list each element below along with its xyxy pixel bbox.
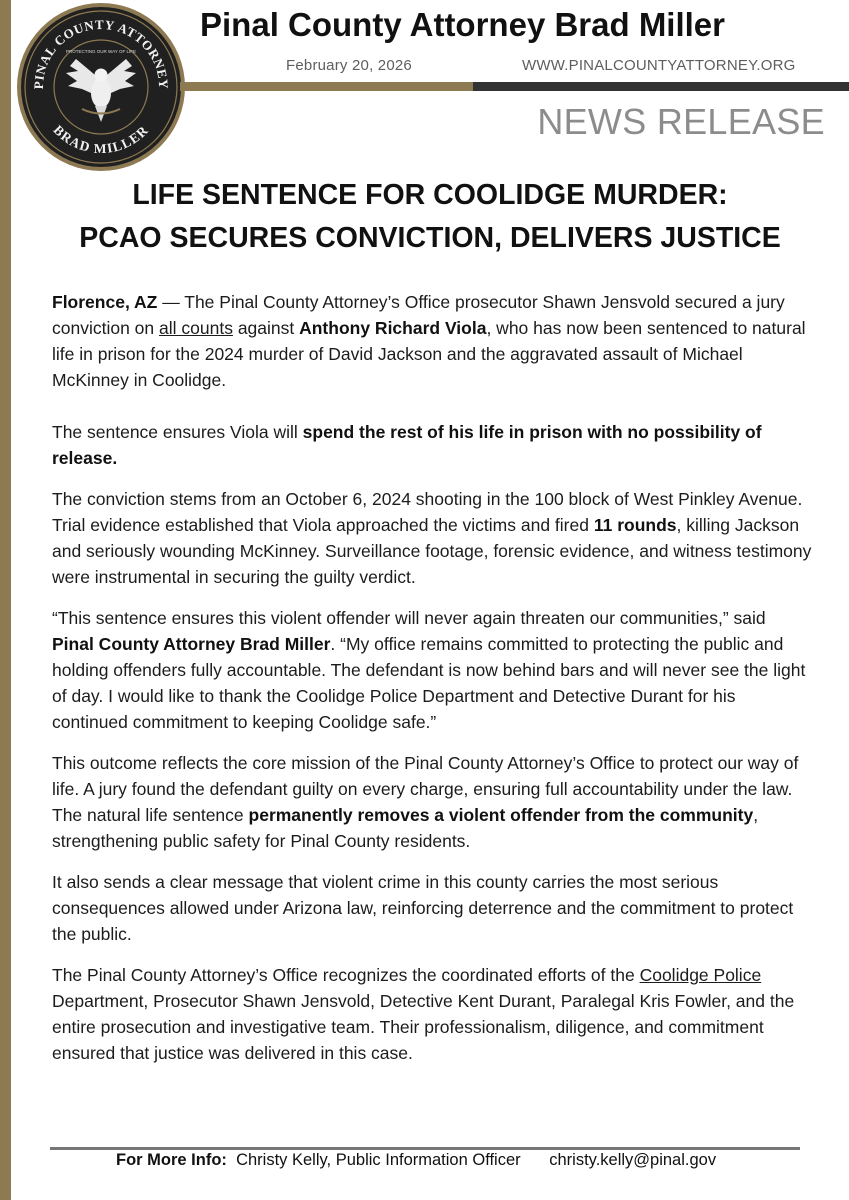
text-run: , strengthening public safety for Pinal County residents. xyxy=(52,805,759,851)
text-run: , who has now been sentenced to natural life in prison for the 2024 murder of David Jackson and the aggravated assault of Michael McKinney in Coolidge. xyxy=(52,318,806,390)
paragraph-4 xyxy=(52,605,812,735)
release-date: February 20, 2026 xyxy=(286,57,412,74)
bold-text: 11 rounds xyxy=(593,515,677,535)
header-divider-gold xyxy=(180,82,473,91)
text-run: The Pinal County Attorney’s Office recognizes the coordinated efforts of the xyxy=(52,965,640,985)
county-attorney-seal xyxy=(16,2,186,172)
seal-top-text: PINAL COUNTY ATTORNEY xyxy=(30,16,172,90)
paragraph-3 xyxy=(52,486,812,590)
paragraph-1 xyxy=(52,289,812,393)
defendant-name: Anthony Richard Viola xyxy=(299,318,487,338)
seal-motto: PROTECTING OUR WAY OF LIFE xyxy=(66,49,136,54)
text-run: This outcome reflects the core mission of the Pinal County Attorney’s Office to protect our way of life. A jury found the defendant guilty on every charge, ensuring full accountability under the law. The natural life sentence xyxy=(52,753,799,825)
dateline: Florence, AZ xyxy=(52,292,158,312)
header-divider-dark xyxy=(473,82,849,91)
footer-label: For More Info: xyxy=(116,1151,227,1169)
news-release-label: NEWS RELEASE xyxy=(537,101,825,142)
text-run: It also sends a clear message that violent crime in this county carries the most serious consequences allowed under Arizona law, reinforcing deterrence and the commitment to protect the public. xyxy=(52,872,794,944)
left-gold-bar xyxy=(0,0,11,1200)
website-url[interactable]: WWW.PINALCOUNTYATTORNEY.ORG xyxy=(522,57,796,74)
text-run: “This sentence ensures this violent offender will never again threaten our communities,” said xyxy=(52,608,766,628)
paragraph-6 xyxy=(52,869,812,947)
text-run: — The Pinal County Attorney’s Office prosecutor Shawn Jensvold secured a jury conviction on xyxy=(52,292,785,338)
text-run: Department, Prosecutor Shawn Jensvold, Detective Kent Durant, Paralegal Kris Fowler, and the entire prosecution and investigative team. Their professionalism, diligence, and commitment ensured that justice was delivered in this case. xyxy=(52,991,795,1063)
bold-text: Pinal County Attorney Brad Miller xyxy=(52,634,331,654)
footer-contact xyxy=(116,1151,716,1170)
paragraph-2 xyxy=(52,419,812,471)
text-run: , killing Jackson and seriously wounding McKinney. Surveillance footage, forensic evidence, and witness testimony were instrumental in securing the guilty verdict. xyxy=(52,515,812,587)
paragraph-5 xyxy=(52,750,812,854)
underlined-text: Coolidge Police xyxy=(639,965,762,985)
headline xyxy=(30,174,830,260)
text-run: The sentence ensures Viola will xyxy=(52,422,303,442)
seal-bottom-text: BRAD MILLER xyxy=(50,122,152,157)
bold-text: spend the rest of his life in prison with no possibility of release. xyxy=(52,422,762,468)
headline-line-2: PCAO SECURES CONVICTION, DELIVERS JUSTICE xyxy=(79,222,781,254)
text-run: The conviction stems from an October 6, 2024 shooting in the 100 block of West Pinkley Avenue. Trial evidence established that Viola approached the victims and fired xyxy=(52,489,803,535)
underlined-text: all counts xyxy=(159,318,233,338)
headline-line-1: LIFE SENTENCE FOR COOLIDGE MURDER: xyxy=(132,179,728,211)
paragraph-7 xyxy=(52,962,812,1066)
release-body xyxy=(52,289,812,1081)
footer-divider xyxy=(50,1147,800,1150)
bold-text: permanently removes a violent offender from the community xyxy=(248,805,754,825)
contact-name: Christy Kelly, Public Information Officer xyxy=(236,1151,521,1169)
contact-email[interactable]: christy.kelly@pinal.gov xyxy=(549,1151,717,1169)
text-run: . “My office remains committed to protecting the public and holding offenders fully accountable. The defendant is now behind bars and will never see the light of day. I would like to thank the Coolidge Police Department and Detective Durant for his continued commitment to keeping Coolidge safe.” xyxy=(52,634,806,732)
office-title: Pinal County Attorney Brad Miller xyxy=(200,6,726,43)
text-run: against xyxy=(232,318,300,338)
